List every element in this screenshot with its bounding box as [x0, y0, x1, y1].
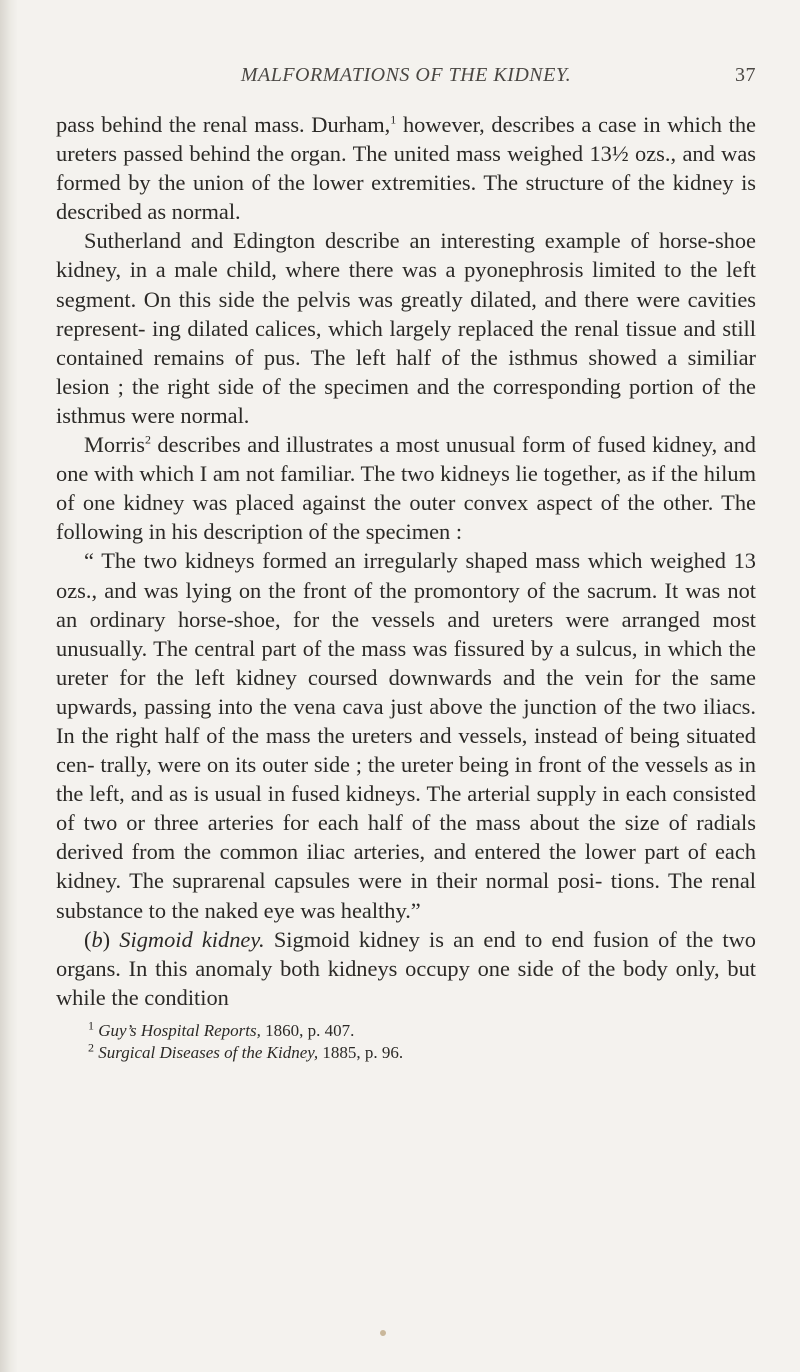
- text-run: “ The two kidneys formed an irregularly shaped mass which weighed 13 ozs., and was lying on the front of the promontory of the sacrum. It was not an ordinary horse-shoe, for the vessels and ureters were arranged most unusually. The central part of the mass was fissured by a sulcus, in which the ureter for the left kidney coursed downwards and the vein for the same upwards, passing into the vena cava just above the junction of the two iliacs. In the right half of the mass the ureters and vessels, instead of being situated cen- trally, were on its outer side ; the ureter being in front of the vessels as in the left, and as is usual in fused kidneys. The arterial supply in each consisted of two or three arteries for each half of the mass about the size of radials derived from the common iliac arteries, and entered the lower part of each kidney. The suprarenal capsules were in their normal posi- tions. The renal substance to the naked eye was healthy.”: [56, 548, 756, 923]
- text-run: Morris: [84, 432, 145, 458]
- italic-text: Guy’s Hospital Reports,: [98, 1020, 261, 1040]
- footnote-marker: 1: [88, 1018, 94, 1033]
- text-run: describes and illustrates a most unusual form of fused kidney, and one with which I am not familiar. The two kidneys lie together, as if the hilum of one kidney was placed against the outer convex aspect of the other. The following in his description of the specimen :: [56, 432, 756, 545]
- footnote: [88, 1042, 756, 1064]
- page-number: 37: [735, 64, 756, 86]
- italic-text: Sigmoid kidney.: [119, 926, 265, 952]
- page-header: [56, 64, 756, 94]
- text-run: pass behind the renal mass. Durham,: [56, 112, 391, 137]
- footnote: [88, 1020, 756, 1042]
- footnote-marker: 2: [88, 1040, 94, 1055]
- footnote-marker: 2: [144, 432, 151, 447]
- footnotes: [56, 1020, 756, 1064]
- text-run: 1860, p. 407.: [260, 1020, 355, 1040]
- text-run: 1885, p. 96.: [318, 1042, 404, 1062]
- text-run: Sutherland and Edington describe an interesting example of horse-shoe kidney, in a male child, where there was a pyonephrosis limited to the left segment. On this side the pelvis was greatly dilated, and there were cavities represent- ing dilated calices, which largely replaced the renal tissue and still contained remains of pus. The left half of the isthmus showed a similiar lesion ; the right side of the specimen and the corresponding portion of the isthmus were normal.: [56, 228, 756, 428]
- paragraph: [56, 546, 756, 924]
- text-run: ): [102, 926, 120, 952]
- book-page: [56, 64, 756, 1064]
- paragraph: [56, 226, 756, 430]
- page-edge-shadow: [0, 0, 18, 1372]
- body-text: [56, 110, 756, 1012]
- ink-spot: [380, 1330, 386, 1336]
- paragraph: [56, 430, 756, 546]
- text-run: however, describes a case in which the ureters passed behind the organ. The united mass weighed 13½ ozs., and was formed by the union of the lower extremities. The structure of the kidney is described as normal.: [56, 112, 756, 225]
- text-run: (: [84, 926, 92, 952]
- paragraph: [56, 110, 756, 226]
- running-title: MALFORMATIONS OF THE KIDNEY.: [240, 64, 572, 86]
- italic-text: b: [91, 926, 103, 952]
- footnote-marker: 1: [390, 112, 397, 127]
- italic-text: Surgical Diseases of the Kidney,: [98, 1042, 319, 1062]
- paragraph: [56, 925, 756, 1012]
- text-run: Sigmoid kidney is an end to end fusion of the two organs. In this anomaly both kidneys occupy one side of the body only, but while the condition: [56, 926, 757, 1010]
